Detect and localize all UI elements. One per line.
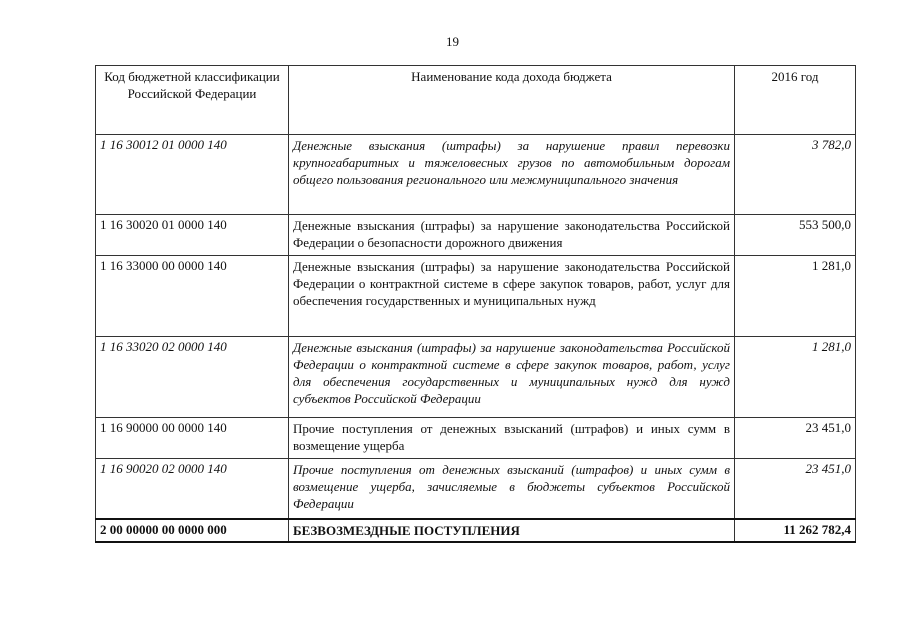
table-row	[96, 215, 856, 256]
budget-revenue-table	[95, 65, 856, 543]
header-year: 2016 год	[735, 66, 856, 135]
row-name: Денежные взыскания (штрафы) за нарушение правил перевозки крупногабаритных и тяжеловесных грузов по автомобильным дорогам общего пользования регионального или межмуниципального значения	[289, 135, 735, 215]
row-code: 1 16 33020 02 0000 140	[96, 337, 289, 418]
row-amount: 23 451,0	[735, 459, 856, 520]
table-header-row	[96, 66, 856, 135]
table-row-total	[96, 519, 856, 542]
row-amount: 1 281,0	[735, 337, 856, 418]
row-amount: 23 451,0	[735, 418, 856, 459]
row-name: Денежные взыскания (штрафы) за нарушение законодательства Российской Федерации о безопасности дорожного движения	[289, 215, 735, 256]
row-code: 1 16 30012 01 0000 140	[96, 135, 289, 215]
row-name: Денежные взыскания (штрафы) за нарушение законодательства Российской Федерации о контрактной системе в сфере закупок товаров, работ, услуг для обеспечения государственных и муниципальных нужд	[289, 256, 735, 337]
row-code: 1 16 30020 01 0000 140	[96, 215, 289, 256]
page-number: 19	[446, 34, 459, 49]
row-name: Денежные взыскания (штрафы) за нарушение законодательства Российской Федерации о контрактной системе в сфере закупок товаров, работ, услуг для обеспечения государственных и муниципальных нужд для нужд субъектов Российской Федерации	[289, 337, 735, 418]
row-code: 1 16 90020 02 0000 140	[96, 459, 289, 520]
row-name: БЕЗВОЗМЕЗДНЫЕ ПОСТУПЛЕНИЯ	[289, 519, 735, 542]
header-name: Наименование кода дохода бюджета	[289, 66, 735, 135]
row-name: Прочие поступления от денежных взысканий (штрафов) и иных сумм в возмещение ущерба	[289, 418, 735, 459]
row-amount: 11 262 782,4	[735, 519, 856, 542]
row-amount: 1 281,0	[735, 256, 856, 337]
table-row	[96, 135, 856, 215]
header-code: Код бюджетной классификации Российской Федерации	[96, 66, 289, 135]
row-name: Прочие поступления от денежных взысканий (штрафов) и иных сумм в возмещение ущерба, зачисляемые в бюджеты субъектов Российской Федерации	[289, 459, 735, 520]
table-row	[96, 337, 856, 418]
row-code: 1 16 90000 00 0000 140	[96, 418, 289, 459]
table-row	[96, 256, 856, 337]
row-amount: 3 782,0	[735, 135, 856, 215]
row-amount: 553 500,0	[735, 215, 856, 256]
row-code: 1 16 33000 00 0000 140	[96, 256, 289, 337]
table-row	[96, 418, 856, 459]
table-row	[96, 459, 856, 520]
row-code: 2 00 00000 00 0000 000	[96, 519, 289, 542]
